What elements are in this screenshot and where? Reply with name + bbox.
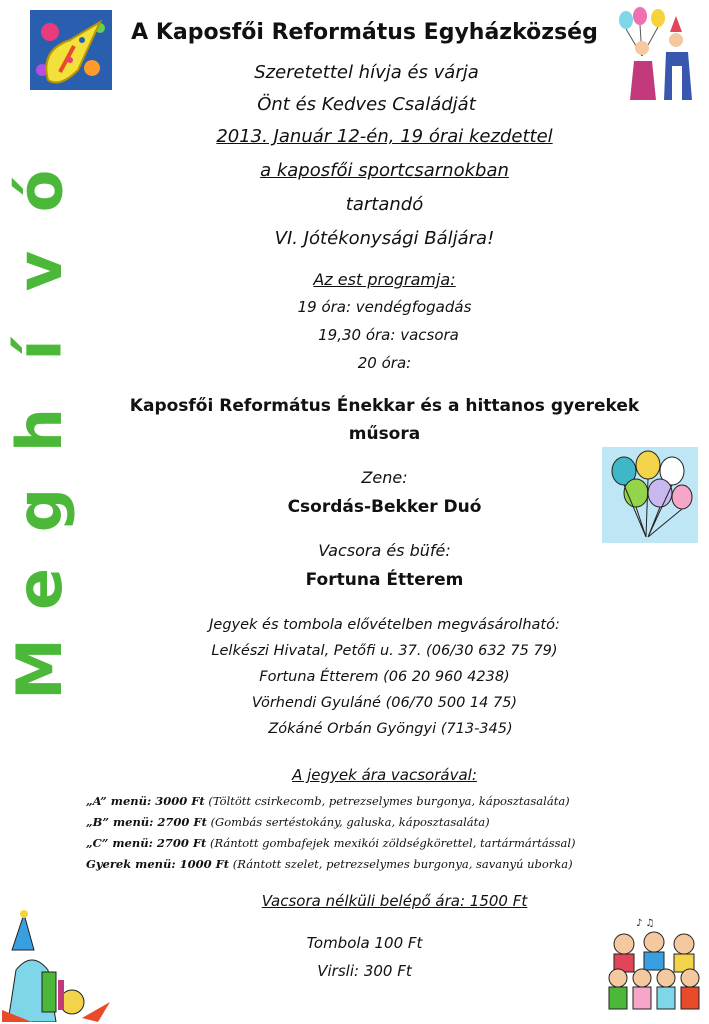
ticket-place: Zókáné Orbán Gyöngyi (713-345) [268, 721, 513, 737]
menu-row [86, 812, 646, 833]
music-label: Zene: [361, 468, 408, 487]
balloons-clipart [602, 447, 698, 543]
menu-desc: (Töltött csirkecomb, petrezselymes burgonya, káposztasaláta) [208, 794, 570, 808]
side-title-letter: ó [2, 169, 76, 213]
ticket-place: Vörhendi Gyuláné (06/70 500 14 75) [251, 695, 518, 711]
program-item: 20 óra: [357, 354, 412, 372]
dinner-label: Vacsora és büfé: [318, 541, 451, 560]
menu-label: „A” menü: 3000 Ft [86, 794, 205, 808]
page-title: A Kaposfői Református Egyházközség [131, 20, 598, 45]
invite-line-3: tartandó [345, 194, 424, 215]
side-title-letter: v [2, 250, 76, 291]
dinner-name: Fortuna Étterem [305, 570, 464, 590]
menu-label: „B” menü: 2700 Ft [86, 815, 207, 829]
program-item: 19 óra: vendégfogadás [297, 298, 472, 316]
performer-line-1: Kaposfői Református Énekkar és a hittanos gyerekek [129, 396, 640, 416]
invite-line-2: Önt és Kedves Családját [257, 94, 476, 115]
side-title-letter: g [2, 487, 76, 532]
no-dinner-price: Vacsora nélküli belépő ára: 1500 Ft [261, 892, 528, 910]
menu-desc: (Gombás sertéstokány, galuska, káposztasaláta) [210, 815, 490, 829]
menu-row [86, 791, 646, 812]
menu-desc: (Rántott szelet, petrezselymes burgonya, savanyú uborka) [232, 857, 573, 871]
ticket-place: Fortuna Étterem (06 20 960 4238) [259, 669, 510, 685]
program-item: 19,30 óra: vacsora [318, 326, 459, 344]
menu-row [86, 833, 646, 854]
menu-desc: (Rántott gombafejek mexikói zöldségkörettel, tartármártással) [210, 836, 576, 850]
tombola-price: Tombola 100 Ft [306, 934, 423, 952]
event-venue: a kaposfői sportcsarnokban [260, 160, 509, 181]
performer-line-2: műsora [348, 424, 421, 444]
side-title-letter: í [2, 339, 76, 361]
virsli-price: Virsli: 300 Ft [317, 962, 412, 980]
event-date: 2013. Január 12-én, 19 órai kezdettel [216, 126, 553, 147]
music-name: Csordás-Bekker Duó [287, 497, 482, 517]
ticket-place: Lelkészi Hivatal, Petőfi u. 37. (06/30 632 75 79) [211, 643, 558, 659]
prices-heading: A jegyek ára vacsorával: [292, 766, 477, 784]
invite-line-1: Szeretettel hívja és várja [254, 62, 479, 83]
menu-row [86, 854, 646, 875]
menu-label: Gyerek menü: 1000 Ft [86, 857, 230, 871]
svg-text:♪ ♫: ♪ ♫ [636, 918, 655, 929]
tickets-heading: Jegyek és tombola elővételben megvásárolható: [209, 617, 560, 633]
side-title-letter: M [3, 638, 77, 700]
menu-label: „C” menü: 2700 Ft [86, 836, 207, 850]
program-heading: Az est programja: [313, 270, 456, 289]
side-title-letter: e [3, 568, 76, 611]
side-title-letter: h [2, 407, 76, 453]
menu-price-list [86, 791, 646, 875]
event-name: VI. Jótékonysági Báljára! [274, 228, 495, 249]
